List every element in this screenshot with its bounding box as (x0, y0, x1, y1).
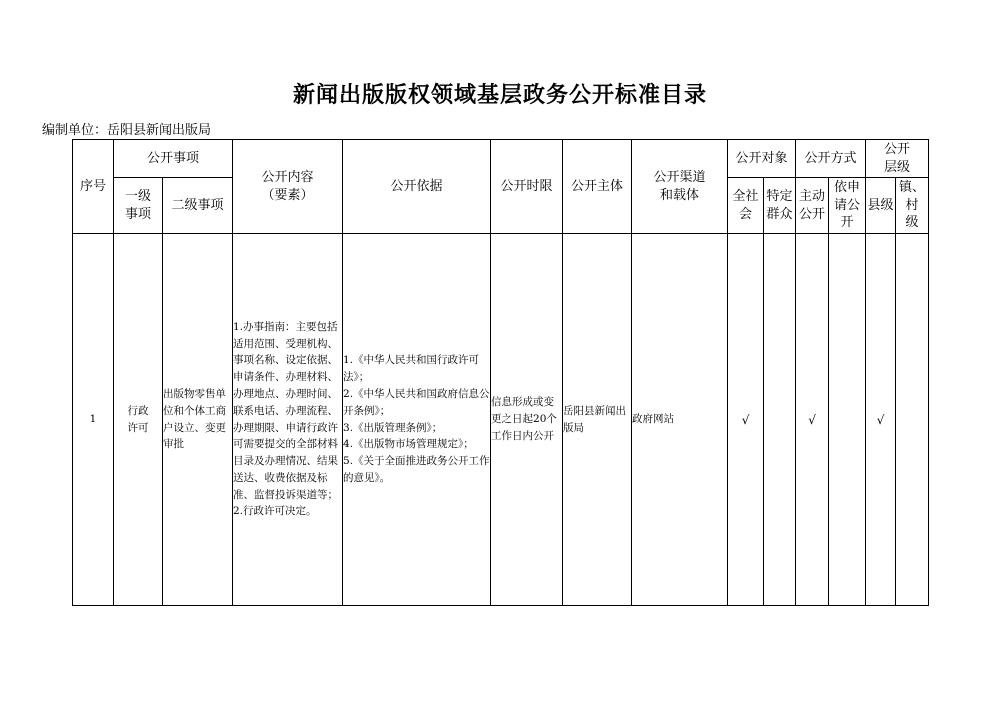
header-level-group-text: 公开 层级 (884, 141, 911, 175)
cell-subject: 岳阳县新闻出版局 (563, 234, 632, 606)
cell-level-town (896, 234, 929, 606)
cell-target-all: √ (728, 234, 764, 606)
header-level-group (866, 140, 929, 178)
header-method-group: 公开方式 (796, 140, 866, 178)
header-level-town-text: 镇、 村 级 (899, 180, 926, 231)
header-method-request (829, 178, 866, 234)
header-basis: 公开依据 (343, 140, 491, 234)
header-serial: 序号 (73, 140, 114, 234)
header-channel-text: 公开渠道 和载体 (653, 169, 706, 203)
compiler-unit-label: 编制单位：岳阳县新闻出版局 (42, 123, 212, 138)
cell-basis (343, 234, 491, 606)
cell-serial: 1 (73, 234, 114, 606)
header-time-limit: 公开时限 (491, 140, 563, 234)
cell-method-active: √ (796, 234, 829, 606)
header-method-active (796, 178, 829, 234)
header-target-all-text: 全社 会 (732, 188, 759, 222)
cell-basis-text: 1.《中华人民共和国行政许可法》； 2.《中华人民共和国政府信息公开条例》； 3.《出版管理条例》； 4.《出版物市场管理规定》； 5.《关于全面推进政务公开工作的意见》。 (343, 354, 490, 484)
header-matter-group: 公开事项 (114, 140, 233, 178)
header-content-text: 公开内容 （要素） (261, 169, 314, 203)
standard-catalog-table (72, 139, 929, 606)
header-target-specific-text: 特定 群众 (766, 188, 793, 222)
cell-level1-text: 行政 许可 (127, 404, 149, 434)
header-level-county: 县级 (866, 178, 896, 234)
cell-channel: 政府网站 (632, 234, 728, 606)
header-target-all (728, 178, 764, 234)
header-channel (632, 140, 728, 234)
header-subject: 公开主体 (563, 140, 632, 234)
header-level-town (896, 178, 929, 234)
header-level2: 二级事项 (163, 178, 233, 234)
cell-time-limit: 信息形成或变更之日起20个工作日内公开 (491, 234, 563, 606)
cell-level-county: √ (866, 234, 896, 606)
header-content (233, 140, 343, 234)
header-target-group: 公开对象 (728, 140, 796, 178)
header-method-active-text: 主动 公开 (799, 188, 826, 222)
cell-method-request (829, 234, 866, 606)
cell-level1 (114, 234, 163, 606)
header-level1 (114, 178, 163, 234)
cell-level2: 出版物零售单位和个体工商户设立、变更审批 (163, 234, 233, 606)
cell-content (233, 234, 343, 606)
page-title: 新闻出版版权领域基层政务公开标准目录 (292, 83, 707, 108)
table-row (73, 234, 929, 606)
header-level1-text: 一级 事项 (124, 188, 151, 222)
cell-target-specific (764, 234, 796, 606)
cell-content-text: 1.办事指南：主要包括适用范围、受理机构、事项名称、设定依据、申请条件、办理材料、办理地点、办理时间、联系电话、办理流程、办理期限、申请行政许可需要提交的全部材料目录及办理情况、结果送达、收费依据及标准、监督投诉渠道等； 2.行政许可决定。 (233, 320, 339, 518)
header-target-specific (764, 178, 796, 234)
header-method-request-text: 依申 请公 开 (834, 180, 861, 231)
